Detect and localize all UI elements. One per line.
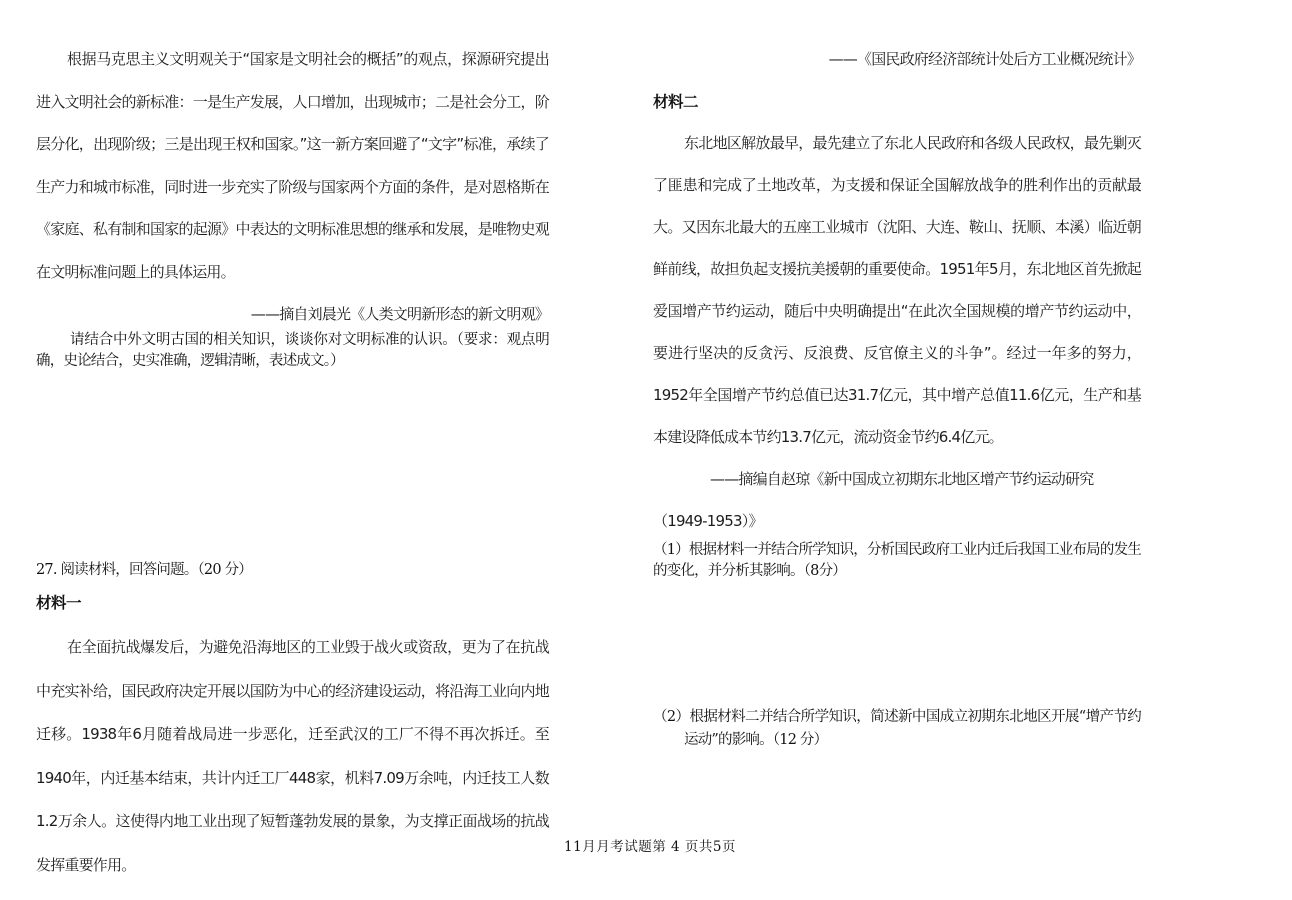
material-2-text: 东北地区解放最早，最先建立了东北人民政府和各级人民政权，最先剿灭了匪患和完成了土地改革，为支援和保证全国解放战争的胜利作出的贡献最大。又因东北最大的五座工业城市（沈阳、大连、鞍山、抚顺、本溪）临近朝鲜前线，故担负起支援抗美援朝的重要使命。1951年5月，东北地区首先掀起爱国增产节约运动，随后中央明确提出“在此次全国规模的增产节约运动中，要进行坚决的反贪污、反浪费、反官僚主义的斗争”。经过一年多的努力，1952年全国增产节约总值已达31.7亿元，其中增产总值11.6亿元，生产和基本建设降低成本节约13.7亿元，流动资金节约6.4亿元。 [653,134,1141,446]
question-27-heading: 27. 阅读材料，回答问题。（20 分） [36,562,252,578]
citation-liu-chenguang: ——摘自刘晨光《人类文明新形态的新文明观》 [250,305,549,323]
essay-question: 请结合中外文明古国的相关知识，谈谈你对文明标准的认识。（要求：观点明确，史论结合，史实准确，逻辑清晰，表述成文。） [36,332,549,369]
citation-zhao-qiong-line1: ——摘编自赵琼《新中国成立初期东北地区增产节约运动研究 [710,470,1094,488]
citation-zhao-qiong-line2: （1949-1953）》 [653,512,763,530]
question-2: （2）根据材料二并结合所学知识，简述新中国成立初期东北地区开展“增产节约运动”的影响。（12 分） [653,709,1141,748]
page-footer: 11月月考试题第 4 页共5页 [564,839,736,855]
question-1: （1）根据材料一并结合所学知识，分析国民政府工业内迁后我国工业布局的发生的变化，并分析其影响。（8分） [653,542,1141,579]
right-column [653,0,1141,900]
intro-paragraph: 根据马克思主义文明观关于“国家是文明社会的概括”的观点，探源研究提出进入文明社会的新标准：一是生产发展，人口增加，出现城市；二是社会分工，阶层分化，出现阶级；三是出现王权和国家。”这一新方案回避了“文字”标准，承续了生产力和城市标准，同时进一步充实了阶级与国家两个方面的条件，是对恩格斯在《家庭、私有制和国家的起源》中表达的文明标准思想的继承和发展，是唯物史观在文明标准问题上的具体运用。 [36,50,549,281]
material-1-text: 在全面抗战爆发后，为避免沿海地区的工业毁于战火或资敌，更为了在抗战中充实补给，国民政府决定开展以国防为中心的经济建设运动，将沿海工业向内地迁移。1938年6月随着战局进一步恶化，迁至武汉的工厂不得不再次拆迁。至1940年，内迁基本结束，共计内迁工厂448家，机料7.09万余吨，内迁技工人数1.2万余人。这使得内地工业出现了短暂蓬勃发展的景象，为支撑正面战场的抗战发挥重要作用。 [36,638,549,874]
left-column [36,0,549,900]
citation-industry-statistics: ——《国民政府经济部统计处后方工业概况统计》 [828,50,1141,68]
material-1-label: 材料一 [36,594,82,612]
material-2-label: 材料二 [653,93,699,111]
